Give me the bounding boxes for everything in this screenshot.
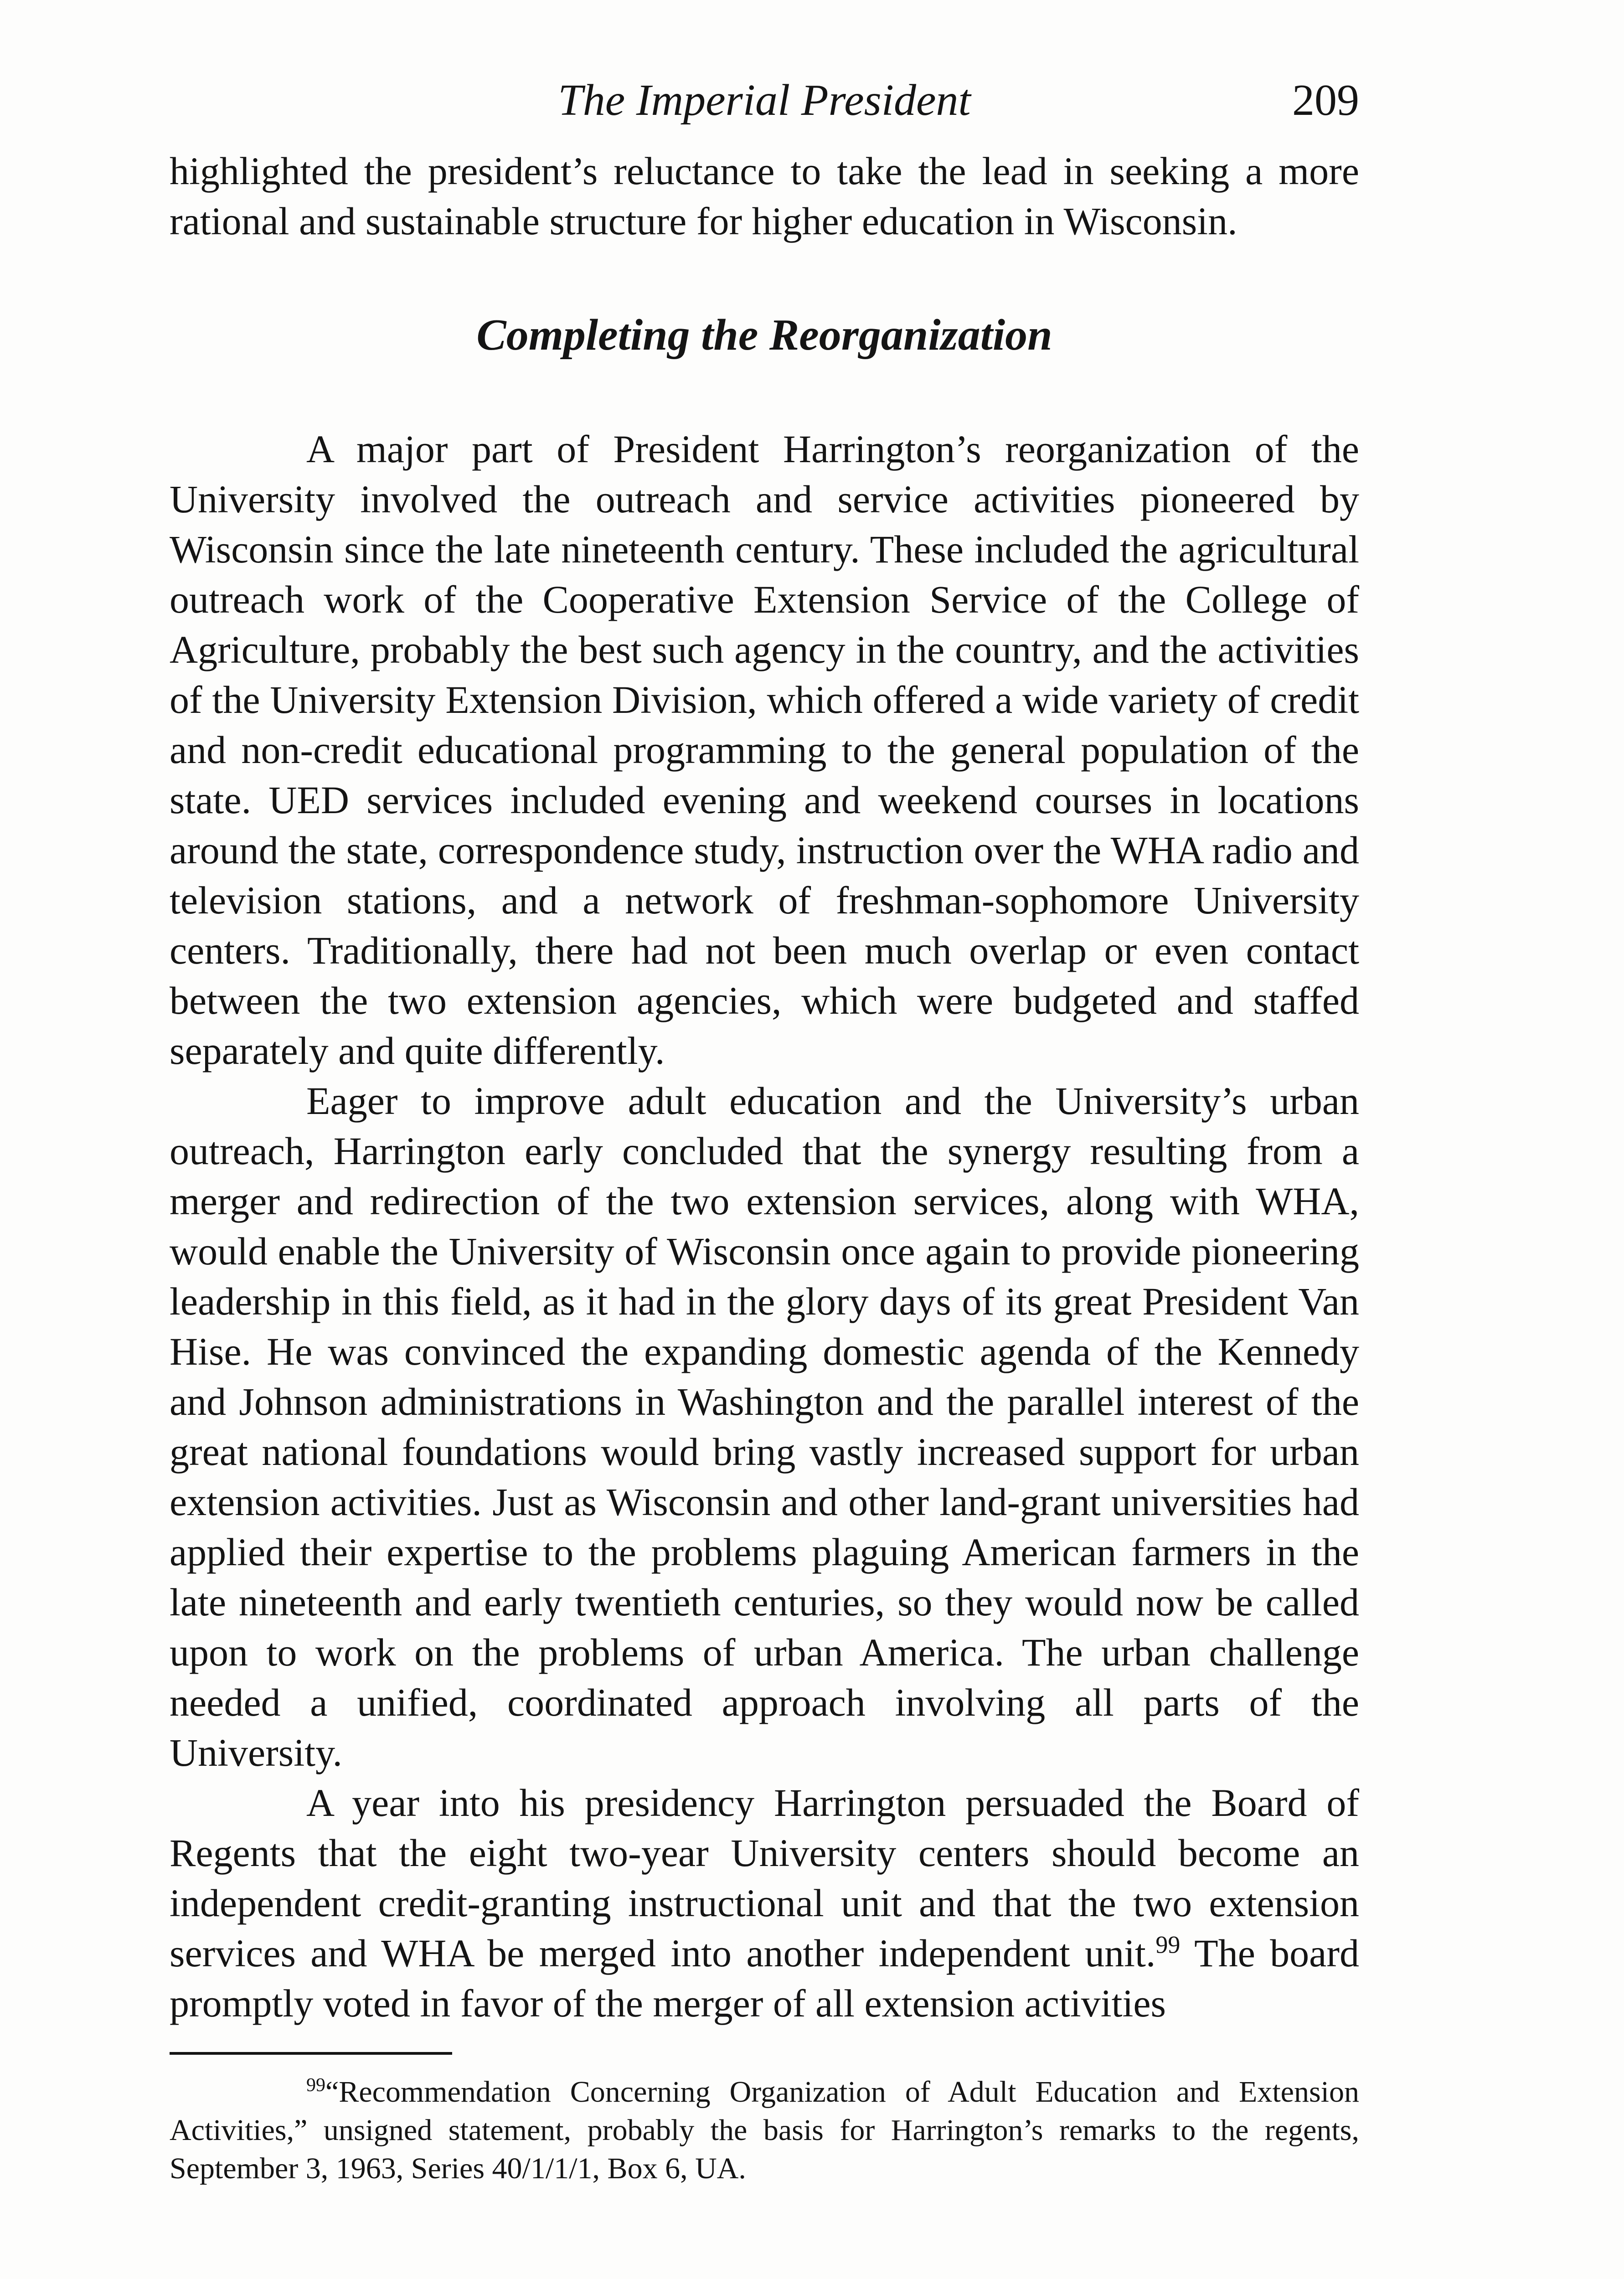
footnote-divider xyxy=(170,2052,452,2055)
opening-paragraph: highlighted the president’s reluctance to take the lead in seeking a more rational and sustainable structure for higher education in Wisconsin. xyxy=(170,149,1359,243)
footnote-text: “Recommendation Concerning Organization of Adult Education and Extension Activities,” unsigned statement, probably the basis for Harrington’s remarks to the regents, September 3, 1963, Series 40/1/1/1, Box 6, UA. xyxy=(170,2075,1359,2185)
footnote-reference: 99 xyxy=(1155,1931,1181,1959)
page-number: 209 xyxy=(1292,76,1359,125)
book-page xyxy=(170,68,1359,2218)
footnote xyxy=(170,2073,1359,2188)
paragraph-3 xyxy=(170,1778,1359,2028)
paragraph-3-continuation: The board promptly voted in favor of the merger of all extension activities xyxy=(170,1931,1359,2025)
running-head xyxy=(170,68,1359,132)
footnote-marker: 99 xyxy=(306,2075,325,2096)
paragraph-1: A major part of President Harrington’s reorganization of the University involved the outreach and service activities pioneered by Wisconsin since the late nineteenth century. These included the agricultural outreach work of the Cooperative Extension Service of the College of Agriculture, probably the best such agency in the country, and the activities of the University Extension Division, which offered a wide variety of credit and non-credit educational programming to the general population of the state. UED services included evening and weekend courses in locations around the state, correspondence study, instruction over the WHA radio and television stations, and a network of freshman-sophomore University centers. Traditionally, there had not been much overlap or even contact between the two extension agencies, which were budgeted and staffed separately and quite differently. xyxy=(170,427,1359,1072)
running-title: The Imperial President xyxy=(558,76,971,125)
paragraph-2: Eager to improve adult education and the University’s urban outreach, Harrington early concluded that the synergy resulting from a merger and redirection of the two extension services, along with WHA, would enable the University of Wisconsin once again to provide pioneering leadership in this field, as it had in the glory days of its great President Van Hise. He was convinced the expanding domestic agenda of the Kennedy and Johnson administrations in Washington and the parallel interest of the great national foundations would bring vastly increased support for urban extension activities. Just as Wisconsin and other land-grant universities had applied their expertise to the problems plaguing American farmers in the late nineteenth and early twentieth centuries, so they would now be called upon to work on the problems of urban America. The urban challenge needed a unified, coordinated approach involving all parts of the University. xyxy=(170,1079,1359,1774)
section-heading: Completing the Reorganization xyxy=(476,310,1052,360)
paragraph-3-text: A year into his presidency Harrington persuaded the Board of Regents that the eight two-year University centers should become an independent credit-granting instructional unit and that the two extension services and WHA be merged into another independent unit. xyxy=(170,1781,1359,1975)
